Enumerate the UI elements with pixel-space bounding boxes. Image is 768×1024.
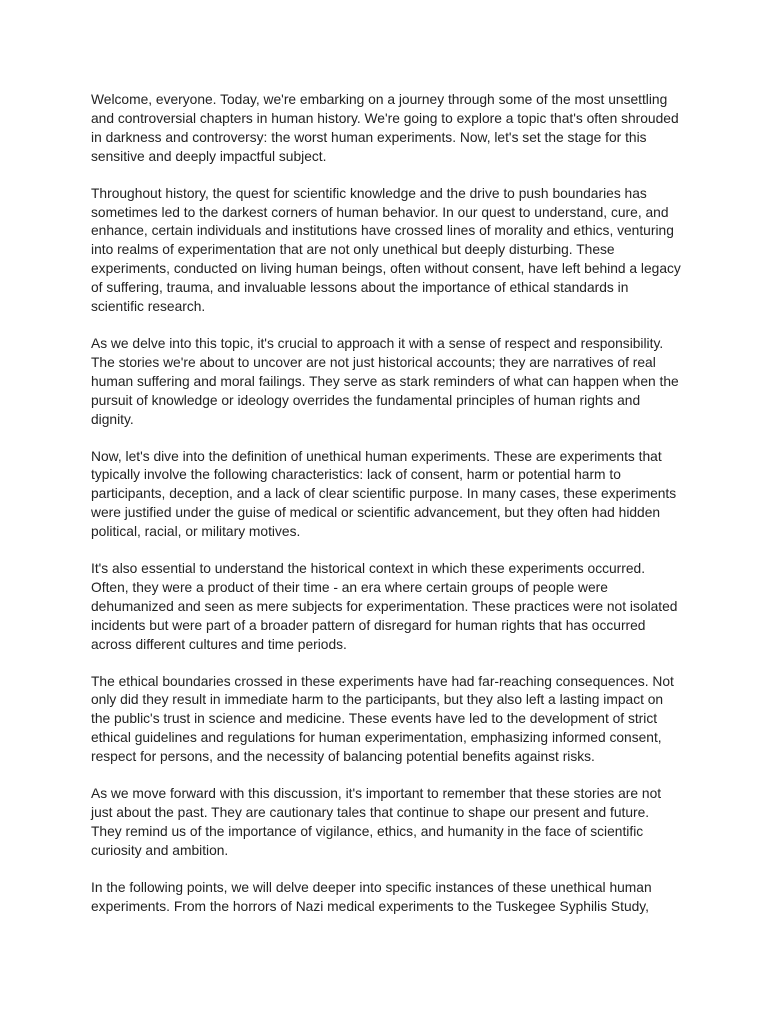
paragraph-4: Now, let's dive into the definition of unethical human experiments. These are experiments that typically involve the following characteristics: lack of consent, harm or potential harm to participants, deception, and a lack of clear scientific purpose. In many cases, these experiments were justified under the guise of medical or scientific advancement, but they often had hidden political, racial, or military motives. [91,448,677,540]
paragraph-1: Welcome, everyone. Today, we're embarking on a journey through some of the most unsettling and controversial chapters in human history. We're going to explore a topic that's often shrouded in darkness and controversy: the worst human experiments. Now, let's set the stage for this sensitive and deeply impactful subject. [91,92,679,164]
paragraph-5: It's also essential to understand the historical context in which these experiments occurred. Often, they were a product of their time - an era where certain groups of people were dehumanized and seen as mere subjects for experimentation. These practices were not isolated incidents but were part of a broader pattern of disregard for human rights that has occurred across different cultures and time periods. [91,561,678,652]
paragraph-8: In the following points, we will delve deeper into specific instances of these unethical human experiments. From the horrors of Nazi medical experiments to the Tuskegee Syphilis Study, [91,879,652,914]
document-body [91,91,681,935]
paragraph-2: Throughout history, the quest for scientific knowledge and the drive to push boundaries has sometimes led to the darkest corners of human behavior. In our quest to understand, cure, and enhance, certain individuals and institutions have crossed lines of morality and ethics, venturing into realms of experimentation that are not only unethical but deeply disturbing. These experiments, conducted on living human beings, often without consent, have left behind a legacy of suffering, trauma, and invaluable lessons about the importance of ethical standards in scientific research. [91,185,681,315]
paragraph-6: The ethical boundaries crossed in these experiments have had far-reaching consequences. Not only did they result in immediate harm to the participants, but they also left a lasting impact on the public's trust in science and medicine. These events have led to the development of strict ethical guidelines and regulations for human experimentation, emphasizing informed consent, respect for persons, and the necessity of balancing potential benefits against risks. [91,673,674,765]
paragraph-3: As we delve into this topic, it's crucial to approach it with a sense of respect and responsibility. The stories we're about to uncover are not just historical accounts; they are narratives of real human suffering and moral failings. They serve as stark reminders of what can happen when the pursuit of knowledge or ideology overrides the fundamental principles of human rights and dignity. [91,335,679,427]
paragraph-7: As we move forward with this discussion, it's important to remember that these stories are not just about the past. They are cautionary tales that continue to shape our present and future. They remind us of the importance of vigilance, ethics, and humanity in the face of scientific curiosity and ambition. [91,786,662,858]
